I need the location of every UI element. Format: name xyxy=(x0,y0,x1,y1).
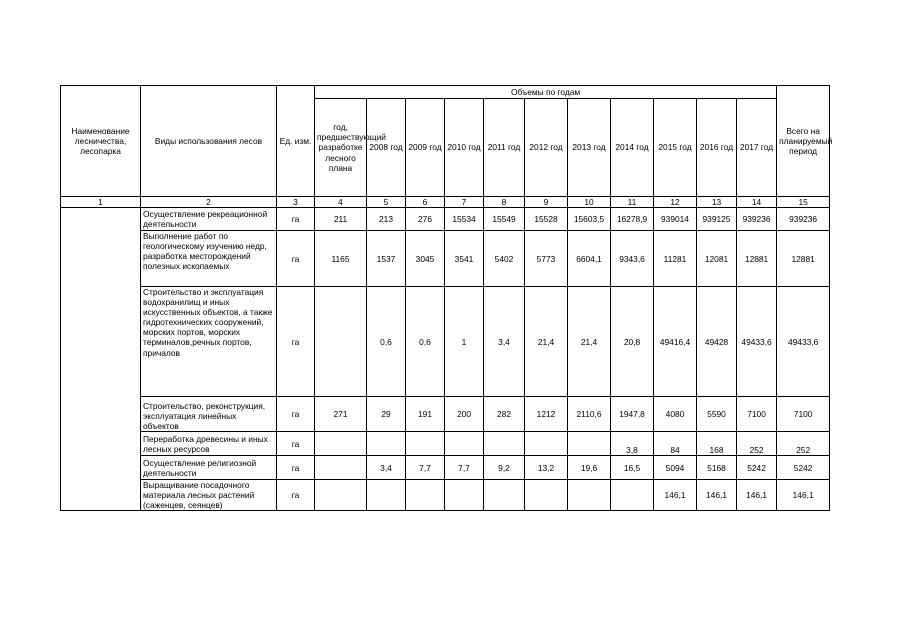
value-cell: 939236 xyxy=(737,208,777,231)
table-row xyxy=(61,432,830,456)
value-cell: 213 xyxy=(367,208,406,231)
column-number: 2 xyxy=(141,197,277,208)
value-cell: 21,4 xyxy=(525,287,568,397)
unit-cell: га xyxy=(277,456,315,480)
unit-cell: га xyxy=(277,208,315,231)
value-cell: 939014 xyxy=(654,208,697,231)
column-number: 5 xyxy=(367,197,406,208)
forestry-cell xyxy=(61,480,141,511)
forestry-cell xyxy=(61,208,141,231)
value-cell xyxy=(315,432,367,456)
value-cell: 3,8 xyxy=(611,432,654,456)
value-cell: 191 xyxy=(406,397,445,432)
total-cell: 939236 xyxy=(777,208,830,231)
value-cell xyxy=(367,480,406,511)
value-cell: 13,2 xyxy=(525,456,568,480)
table-row xyxy=(61,287,830,397)
unit-cell: га xyxy=(277,397,315,432)
value-cell: 1947,8 xyxy=(611,397,654,432)
value-cell: 282 xyxy=(484,397,525,432)
value-cell: 3,4 xyxy=(367,456,406,480)
unit-cell: га xyxy=(277,432,315,456)
value-cell xyxy=(525,432,568,456)
value-cell: 7,7 xyxy=(445,456,484,480)
value-cell: 1 xyxy=(445,287,484,397)
column-number: 9 xyxy=(525,197,568,208)
value-cell xyxy=(315,287,367,397)
forestry-cell xyxy=(61,231,141,287)
header-year: 2013 год xyxy=(568,99,611,197)
value-cell: 49416,4 xyxy=(654,287,697,397)
use-type-cell: Строительство и эксплуатация водохранилищ и иных искусственных объектов, а также гидротехнических сооружений, морских портов, морских терминалов,речных портов, причалов xyxy=(141,287,277,397)
unit-cell: га xyxy=(277,287,315,397)
header-year: 2008 год xyxy=(367,99,406,197)
value-cell: 20,8 xyxy=(611,287,654,397)
total-cell: 146,1 xyxy=(777,480,830,511)
value-cell: 5402 xyxy=(484,231,525,287)
forestry-cell xyxy=(61,432,141,456)
value-cell: 15549 xyxy=(484,208,525,231)
header-base-year: год, предшествующий разработке лесного плана xyxy=(315,99,367,197)
value-cell: 19,6 xyxy=(568,456,611,480)
value-cell: 15528 xyxy=(525,208,568,231)
value-cell: 16278,9 xyxy=(611,208,654,231)
value-cell: 49433,6 xyxy=(737,287,777,397)
column-number: 12 xyxy=(654,197,697,208)
value-cell: 9343,6 xyxy=(611,231,654,287)
value-cell: 168 xyxy=(697,432,737,456)
use-type-cell: Строительство, реконструкция, эксплуатация линейных объектов xyxy=(141,397,277,432)
forestry-cell xyxy=(61,287,141,397)
table-row xyxy=(61,456,830,480)
total-cell: 5242 xyxy=(777,456,830,480)
table-row xyxy=(61,480,830,511)
value-cell: 3,4 xyxy=(484,287,525,397)
value-cell: 5590 xyxy=(697,397,737,432)
value-cell: 5094 xyxy=(654,456,697,480)
table-row xyxy=(61,231,830,287)
value-cell: 9,2 xyxy=(484,456,525,480)
header-year: 2012 год xyxy=(525,99,568,197)
header-year: 2015 год xyxy=(654,99,697,197)
use-type-cell: Осуществление религиозной деятельности xyxy=(141,456,277,480)
header-year: 2010 год xyxy=(445,99,484,197)
value-cell: 2110,6 xyxy=(568,397,611,432)
forestry-cell xyxy=(61,397,141,432)
value-cell: 49428 xyxy=(697,287,737,397)
value-cell: 252 xyxy=(737,432,777,456)
header-forestry: Наименование лесничества, лесопарка xyxy=(61,86,141,197)
header-unit: Ед. изм. xyxy=(277,86,315,197)
use-type-cell: Выращивание посадочного материала лесных растений (саженцев, сеянцев) xyxy=(141,480,277,511)
column-number: 14 xyxy=(737,197,777,208)
value-cell xyxy=(445,480,484,511)
value-cell: 29 xyxy=(367,397,406,432)
value-cell: 0,6 xyxy=(367,287,406,397)
value-cell: 5242 xyxy=(737,456,777,480)
value-cell xyxy=(568,480,611,511)
value-cell: 271 xyxy=(315,397,367,432)
header-year: 2009 год xyxy=(406,99,445,197)
value-cell: 1165 xyxy=(315,231,367,287)
header-year: 2017 год xyxy=(737,99,777,197)
value-cell xyxy=(367,432,406,456)
value-cell: 211 xyxy=(315,208,367,231)
value-cell xyxy=(315,480,367,511)
value-cell xyxy=(315,456,367,480)
table-row xyxy=(61,397,830,432)
column-number: 3 xyxy=(277,197,315,208)
value-cell: 5773 xyxy=(525,231,568,287)
column-number: 15 xyxy=(777,197,830,208)
value-cell: 200 xyxy=(445,397,484,432)
unit-cell: га xyxy=(277,231,315,287)
value-cell xyxy=(406,480,445,511)
table-body xyxy=(61,208,830,511)
value-cell: 6604,1 xyxy=(568,231,611,287)
value-cell xyxy=(611,480,654,511)
header-year: 2016 год xyxy=(697,99,737,197)
value-cell: 3541 xyxy=(445,231,484,287)
value-cell: 276 xyxy=(406,208,445,231)
value-cell: 15603,5 xyxy=(568,208,611,231)
header-year: 2011 год xyxy=(484,99,525,197)
value-cell xyxy=(484,432,525,456)
value-cell: 146,1 xyxy=(654,480,697,511)
forest-use-volumes-sheet xyxy=(60,85,833,511)
use-type-cell: Выполнение работ по геологическому изучению недр, разработка месторождений полезных ископаемых xyxy=(141,231,277,287)
table-row xyxy=(61,208,830,231)
value-cell: 146,1 xyxy=(697,480,737,511)
value-cell xyxy=(568,432,611,456)
column-number: 10 xyxy=(568,197,611,208)
column-number: 13 xyxy=(697,197,737,208)
value-cell: 4080 xyxy=(654,397,697,432)
value-cell: 146,1 xyxy=(737,480,777,511)
value-cell: 7100 xyxy=(737,397,777,432)
value-cell: 12881 xyxy=(737,231,777,287)
header-year: 2014 год xyxy=(611,99,654,197)
value-cell: 7,7 xyxy=(406,456,445,480)
column-number: 1 xyxy=(61,197,141,208)
total-cell: 12881 xyxy=(777,231,830,287)
column-number: 11 xyxy=(611,197,654,208)
column-number: 4 xyxy=(315,197,367,208)
value-cell: 1537 xyxy=(367,231,406,287)
header-volumes-by-year: Объемы по годам xyxy=(315,86,777,99)
unit-cell: га xyxy=(277,480,315,511)
column-number: 8 xyxy=(484,197,525,208)
value-cell: 0,6 xyxy=(406,287,445,397)
value-cell: 5168 xyxy=(697,456,737,480)
total-cell: 252 xyxy=(777,432,830,456)
forestry-cell xyxy=(61,456,141,480)
value-cell xyxy=(445,432,484,456)
value-cell xyxy=(525,480,568,511)
value-cell: 12081 xyxy=(697,231,737,287)
value-cell: 1212 xyxy=(525,397,568,432)
value-cell: 3045 xyxy=(406,231,445,287)
use-type-cell: Осуществление рекреационной деятельности xyxy=(141,208,277,231)
value-cell: 939125 xyxy=(697,208,737,231)
value-cell: 11281 xyxy=(654,231,697,287)
column-number: 7 xyxy=(445,197,484,208)
value-cell xyxy=(406,432,445,456)
forest-use-volumes-table xyxy=(60,85,833,511)
value-cell: 15534 xyxy=(445,208,484,231)
value-cell xyxy=(484,480,525,511)
use-type-cell: Переработка древесины и иных лесных ресурсов xyxy=(141,432,277,456)
value-cell: 21,4 xyxy=(568,287,611,397)
column-number: 6 xyxy=(406,197,445,208)
value-cell: 16,5 xyxy=(611,456,654,480)
value-cell: 84 xyxy=(654,432,697,456)
header-total: Всего на планируемый период xyxy=(777,86,830,197)
total-cell: 7100 xyxy=(777,397,830,432)
total-cell: 49433,6 xyxy=(777,287,830,397)
header-use-types: Виды использования лесов xyxy=(141,86,277,197)
